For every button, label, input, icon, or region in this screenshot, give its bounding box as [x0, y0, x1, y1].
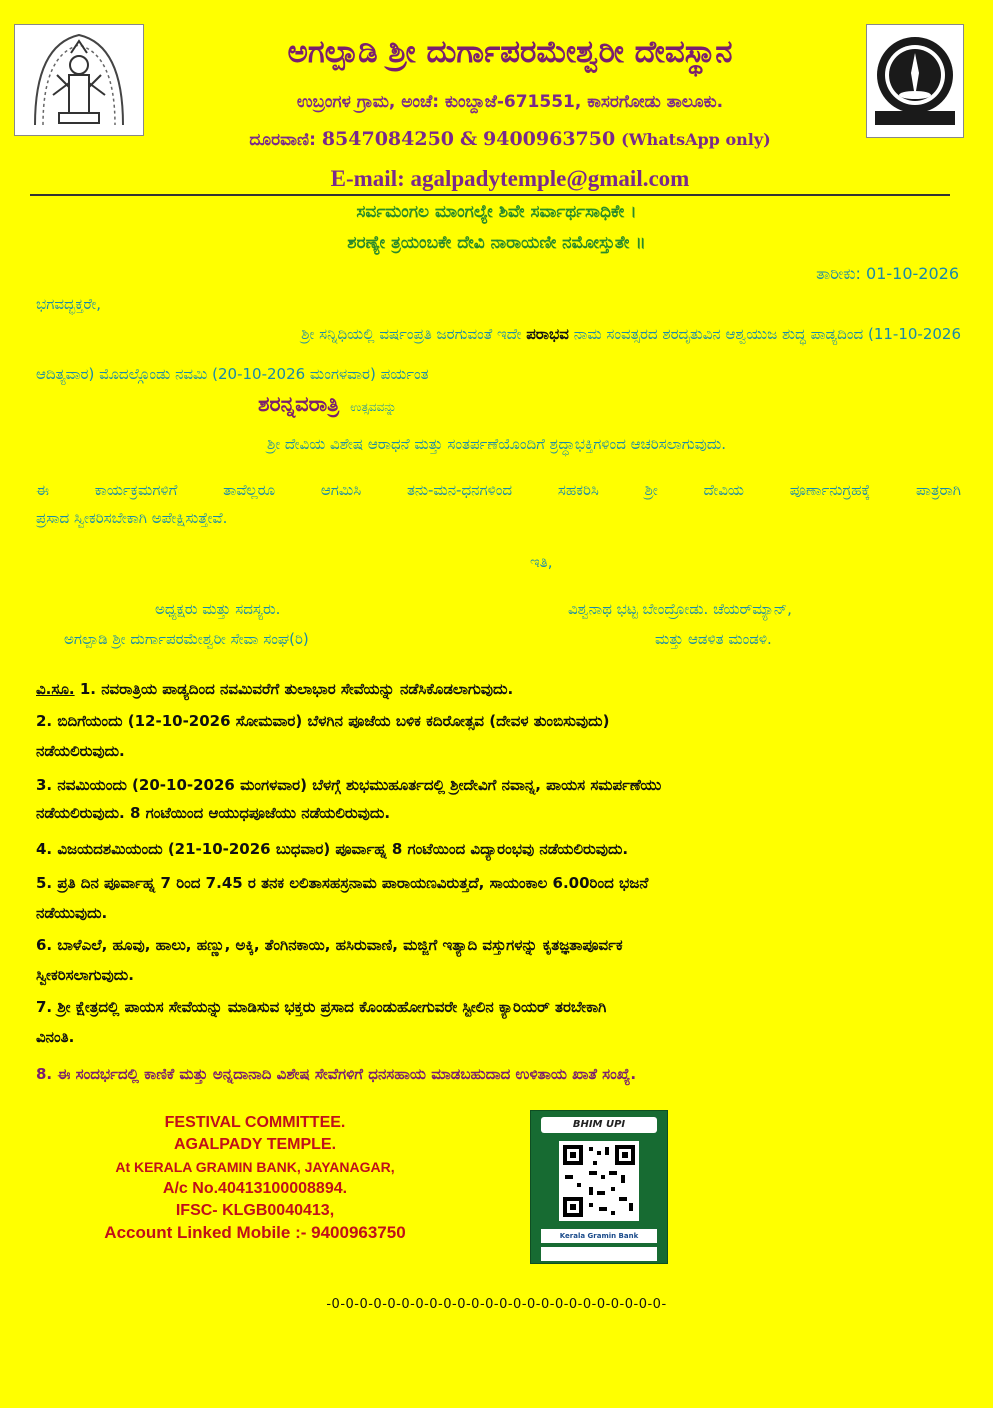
festival-name: ಶರನ್ನವರಾತ್ರಿ [258, 392, 340, 416]
para1-line2: ಆದಿತ್ಯವಾರ) ಮೊದಲ್ಗೊಂಡು ನವಮಿ (20-10-2026 ಮಂಗಳವಾರ) ಪರ್ಯಂತ [36, 365, 429, 383]
note-7b: ವಿನಂತಿ. [36, 1028, 75, 1046]
upi-bank-name: Kerala Gramin Bank [541, 1229, 657, 1243]
note-5b: ನಡೆಯುವುದು. [36, 904, 108, 922]
shloka-line-2: ಶರಣ್ಯೇ ತ್ರಯಂಬಕೇ ದೇವಿ ನಾರಾಯಣೀ ನಮೋಸ್ತುತೇ ॥ [347, 233, 646, 253]
header-divider [30, 194, 950, 196]
bank-line-6: Account Linked Mobile :- 9400963750 [104, 1223, 406, 1242]
note-5a: 5. ಪ್ರತಿ ದಿನ ಪೂರ್ವಾಹ್ನ 7 ರಿಂದ 7.45 ರ ತನಕ ಲಲಿತಾಸಹಸ್ರನಾಮ ಪಾರಾಯಣವಿರುತ್ತದೆ, ಸಾಯಂಕಾಲ 6.00ರಿಂದ ಭಜನೆ [36, 874, 649, 892]
upi-qr-card[interactable] [530, 1110, 668, 1264]
para1-start: ಶ್ರೀ ಸನ್ನಿಧಿಯಲ್ಲಿ ವರ್ಷಂಪ್ರತಿ ಜರಗುವಂತೆ ಇದೇ [301, 325, 527, 343]
note-8: 8. ಈ ಸಂದರ್ಭದಲ್ಲಿ ಕಾಣಿಕೆ ಮತ್ತು ಅನ್ನದಾನಾದಿ ವಿಶೇಷ ಸೇವೆಗಳಿಗೆ ಧನಸಹಾಯ ಮಾಡಬಹುದಾದ ಉಳಿತಾಯ ಖಾತೆ ಸಂಖ್ಯೆ. [36, 1065, 637, 1083]
note-1 [36, 678, 961, 701]
note-2b: ನಡೆಯಲಿರುವುದು. [36, 742, 125, 760]
para1-end: ನಾಮ ಸಂವತ್ಸರದ ಶರದೃತುವಿನ ಆಶ್ವಯುಜ ಶುದ್ಧ ಪಾಡ್ಯದಿಂದ (11-10-2026 [568, 325, 961, 343]
festival-heading [258, 392, 396, 417]
phone-number-2[interactable]: 9400963750 [483, 128, 616, 150]
qr-code[interactable] [559, 1141, 639, 1221]
whatsapp-note: (WhatsApp only) [621, 130, 771, 149]
signatory-right-2: ಮತ್ತು ಆಡಳಿತ ಮಂಡಳಿ. [655, 630, 772, 648]
signatory-left-1: ಅಧ್ಯಕ್ಷರು ಮತ್ತು ಸದಸ್ಯರು. [155, 600, 281, 618]
bank-details [70, 1112, 440, 1244]
footer-separator: -0-0-0-0-0-0-0-0-0-0-0-0-0-0-0-0-0-0-0-0-0-0-0-0- [326, 1297, 667, 1312]
phone-amp: & [459, 128, 478, 150]
bank-line-4: A/c No.40413100008894. [162, 1180, 348, 1197]
samvatsara-name: ಪರಾಭವ [526, 325, 569, 343]
bank-line-3: At KERALA GRAMIN BANK, JAYANAGAR, [115, 1159, 395, 1175]
festival-suffix: ಉತ್ಸವವನ್ನು [350, 400, 397, 414]
email-link[interactable]: E-mail: agalpadytemple@gmail.com [330, 166, 690, 191]
note-prefix: ವಿ.ಸೂ. [36, 680, 75, 698]
upi-brand: BHIM UPI [541, 1117, 657, 1133]
note-2a: 2. ಬಿದಿಗೆಯಂದು (12-10-2026 ಸೋಮವಾರ) ಬೆಳಗಿನ ಪೂಜೆಯ ಬಳಿಕ ಕದಿರೋತ್ಸವ (ದೇವಳ ತುಂಬಿಸುವುದು) [36, 712, 610, 730]
para1-line1 [36, 322, 961, 346]
deity-image [14, 24, 144, 136]
bank-line-2: AGALPADY TEMPLE. [173, 1136, 337, 1153]
shloka-line-1: ಸರ್ವಮಂಗಲ ಮಾಂಗಲ್ಯೇ ಶಿವೇ ಸರ್ವಾರ್ಥಸಾಧಿಕೇ । [356, 202, 637, 222]
note-7a: 7. ಶ್ರೀ ಕ್ಷೇತ್ರದಲ್ಲಿ ಪಾಯಸ ಸೇವೆಯನ್ನು ಮಾಡಿಸುವ ಭಕ್ತರು ಪ್ರಸಾದ ಕೊಂಡುಹೋಗುವರೇ ಸ್ಟೀಲಿನ ಕ್ಯಾರಿಯರ್ ತರಬೇಕಾಗಿ [36, 998, 607, 1016]
note-4: 4. ವಿಜಯದಶಮಿಯಂದು (21-10-2026 ಬುಧವಾರ) ಪೂರ್ವಾಹ್ನ 8 ಗಂಟೆಯಿಂದ ವಿದ್ಯಾರಂಭವು ನಡೆಯಲಿರುವುದು. [36, 840, 629, 858]
signatory-right-1: ವಿಶ್ವನಾಥ ಭಟ್ಟ ಬೇಂದ್ರೋಡು. ಚೆಯರ್‌ಮ್ಯಾನ್, [568, 600, 792, 618]
bank-line-5: IFSC- KLGB0040413, [175, 1202, 335, 1219]
upi-payment-icons [541, 1247, 657, 1261]
devaswom-board-logo [866, 24, 964, 138]
note-1-text: 1. ನವರಾತ್ರಿಯ ಪಾಡ್ಯದಿಂದ ನವಮಿವರೆಗೆ ತುಲಾಭಾರ ಸೇವೆಯನ್ನು ನಡೆಸಿಕೊಡಲಾಗುವುದು. [74, 680, 514, 698]
para2: ಶ್ರೀ ದೇವಿಯ ವಿಶೇಷ ಆರಾಧನೆ ಮತ್ತು ಸಂತರ್ಪಣೆಯೊಂದಿಗೆ ಶ್ರದ್ಧಾಭಕ್ತಿಗಳಿಂದ ಆಚರಿಸಲಾಗುವುದು. [266, 435, 727, 453]
phone-number-1[interactable]: 8547084250 [321, 128, 455, 150]
temple-title: ಅಗಲ್ಪಾಡಿ ಶ್ರೀ ದುರ್ಗಾಪರಮೇಶ್ವರೀ ದೇವಸ್ಥಾನ [287, 34, 733, 70]
note-3a: 3. ನವಮಿಯಂದು (20-10-2026 ಮಂಗಳವಾರ) ಬೆಳಗ್ಗೆ ಶುಭಮುಹೂರ್ತದಲ್ಲಿ ಶ್ರೀದೇವಿಗೆ ನವಾನ್ನ, ಪಾಯಸ ಸಮರ್ಪಣೆಯು [36, 776, 662, 794]
para3-line1: ಈ ಕಾರ್ಯಕ್ರಮಗಳಿಗೆ ತಾವೆಲ್ಲರೂ ಆಗಮಿಸಿ ತನು-ಮನ-ಧನಗಳಿಂದ ಸಹಕರಿಸಿ ಶ್ರೀ ದೇವಿಯ ಪೂರ್ಣಾನುಗ್ರಹಕ್ಕೆ ಪಾತ್ರರಾಗಿ [36, 481, 961, 499]
bank-line-1: FESTIVAL COMMITTEE. [164, 1114, 346, 1131]
para3-line2: ಪ್ರಸಾದ ಸ್ವೀಕರಿಸಬೇಕಾಗಿ ಅಪೇಕ್ಷಿಸುತ್ತೇವೆ. [36, 509, 228, 527]
letter-date: ತಾರೀಕು: 01-10-2026 [816, 264, 959, 283]
note-3b: ನಡೆಯಲಿರುವುದು. 8 ಗಂಟೆಯಿಂದ ಆಯುಧಪೂಜೆಯು ನಡೆಯಲಿರುವುದು. [36, 804, 391, 822]
temple-address: ಉಬ್ರಂಗಳ ಗ್ರಾಮ, ಅಂಚೆ: ಕುಂಬ್ದಾಜೆ-671551, ಕಾಸರಗೋಡು ತಾಲೂಕು. [296, 92, 724, 112]
note-6a: 6. ಬಾಳೆಎಲೆ, ಹೂವು, ಹಾಲು, ಹಣ್ಣು, ಅಕ್ಕಿ, ತೆಂಗಿನಕಾಯಿ, ಹಸಿರುವಾಣಿ, ಮಜ್ಜಿಗೆ ಇತ್ಯಾದಿ ವಸ್ತುಗಳನ್ನು ಕೃತಜ್ಞತಾಪೂರ್ವಕ [36, 936, 623, 954]
iti: ಇತಿ, [530, 553, 553, 571]
note-6b: ಸ್ವೀಕರಿಸಲಾಗುವುದು. [36, 966, 134, 984]
signatory-left-2: ಅಗಲ್ಪಾಡಿ ಶ್ರೀ ದುರ್ಗಾಪರಮೇಶ್ವರೀ ಸೇವಾ ಸಂಘ(ರಿ) [64, 630, 309, 648]
phone-line [150, 128, 870, 150]
phone-label: ದೂರವಾಣಿ: [249, 130, 316, 150]
salutation: ಭಗವದ್ಭಕ್ತರೇ, [36, 295, 102, 313]
